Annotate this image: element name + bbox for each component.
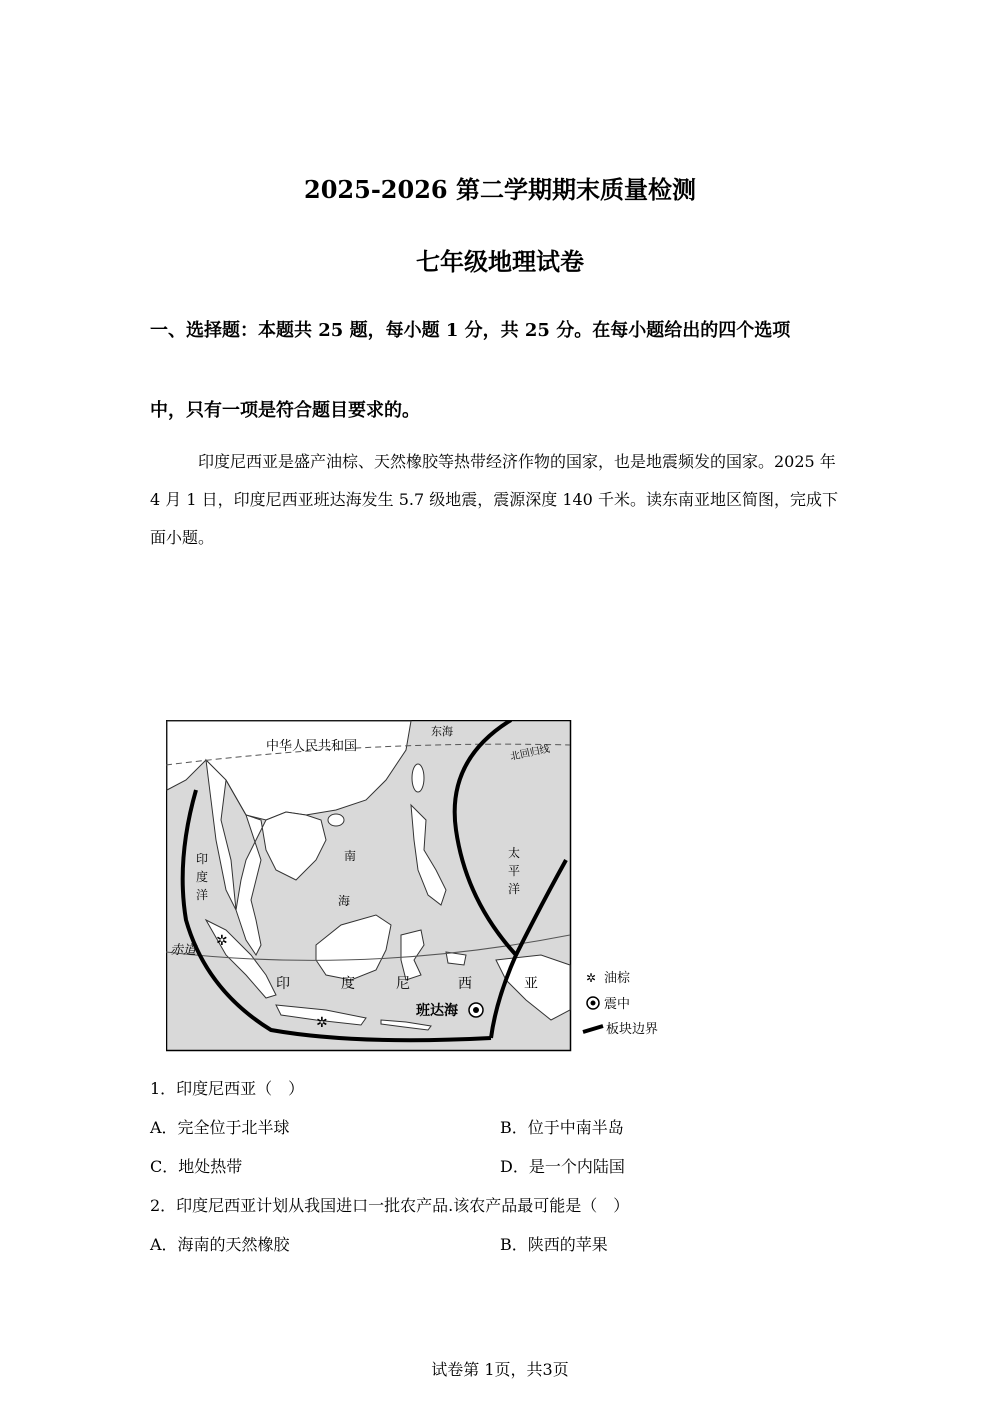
label-indian-ocean-2: 度 (196, 870, 209, 884)
map-legend (583, 970, 658, 1037)
passage (150, 443, 840, 557)
question-1-option-b[interactable]: B．位于中南半岛 (500, 1118, 624, 1137)
question-2-stem: 2．印度尼西亚计划从我国进口一批农产品.该农产品最可能是（ ） (150, 1196, 630, 1215)
palm-icon: ✲ (216, 933, 228, 949)
palm-icon: ✲ (316, 1015, 328, 1031)
label-indonesia-3: 尼 (396, 976, 410, 992)
label-pacific-1: 太 (508, 846, 521, 860)
question-1-option-c[interactable]: C．地处热带 (150, 1157, 243, 1176)
label-indonesia-4: 西 (458, 976, 472, 992)
label-banda-sea: 班达海 (416, 1003, 458, 1019)
label-indonesia-1: 印 (276, 976, 290, 992)
question-2-option-a[interactable]: A．海南的天然橡胶 (150, 1235, 290, 1254)
passage-text: 印度尼西亚是盛产油棕、天然橡胶等热带经济作物的国家，也是地震频发的国家。2025 年 4 月 1 日，印度尼西亚班达海发生 5.7 级地震，震源深度 140 千米。读东南亚地区简图，完成下面小题。 (150, 452, 838, 547)
label-pacific-3: 洋 (508, 882, 521, 896)
taiwan-land (412, 764, 424, 792)
southeast-asia-map (166, 720, 676, 1055)
label-indian-ocean-1: 印 (196, 852, 209, 866)
label-pacific-2: 平 (508, 864, 521, 878)
exam-title: 2025-2026 第二学期期末质量检测 (304, 175, 696, 204)
label-indian-ocean-3: 洋 (196, 888, 209, 902)
legend-palm-icon: ✲ (586, 971, 597, 985)
label-east-sea: 东海 (431, 725, 453, 738)
question-1-stem: 1．印度尼西亚（ ） (150, 1079, 305, 1098)
label-tropic: 北回归线 (509, 743, 551, 763)
legend-palm-label: 油棕 (604, 971, 631, 986)
question-1-option-a[interactable]: A．完全位于北半球 (150, 1118, 290, 1137)
label-indonesia-2: 度 (341, 976, 355, 992)
epicenter-dot (473, 1007, 479, 1013)
label-indonesia-5: 亚 (524, 976, 538, 992)
label-equator: 赤道 (170, 943, 197, 958)
question-1-option-d[interactable]: D．是一个内陆国 (500, 1157, 625, 1176)
section-heading-line1: 一、选择题：本题共 25 题，每小题 1 分，共 25 分。在每小题给出的四个选项 (150, 320, 791, 341)
legend-epicenter-label: 震中 (604, 997, 631, 1012)
question-2-option-b[interactable]: B．陕西的苹果 (500, 1235, 608, 1254)
hainan-land (328, 814, 344, 826)
page-footer: 试卷第 1页，共3页 (431, 1360, 569, 1379)
legend-plate-boundary-icon (583, 1026, 603, 1032)
section-heading-line2: 中，只有一项是符合题目要求的。 (150, 400, 420, 421)
label-china: 中华人民共和国 (266, 739, 358, 754)
label-south-sea-1: 南 (344, 849, 357, 863)
label-south-sea-2: 海 (338, 894, 351, 908)
legend-plate-boundary-label: 板块边界 (606, 1022, 659, 1037)
exam-subtitle: 七年级地理试卷 (416, 247, 584, 276)
